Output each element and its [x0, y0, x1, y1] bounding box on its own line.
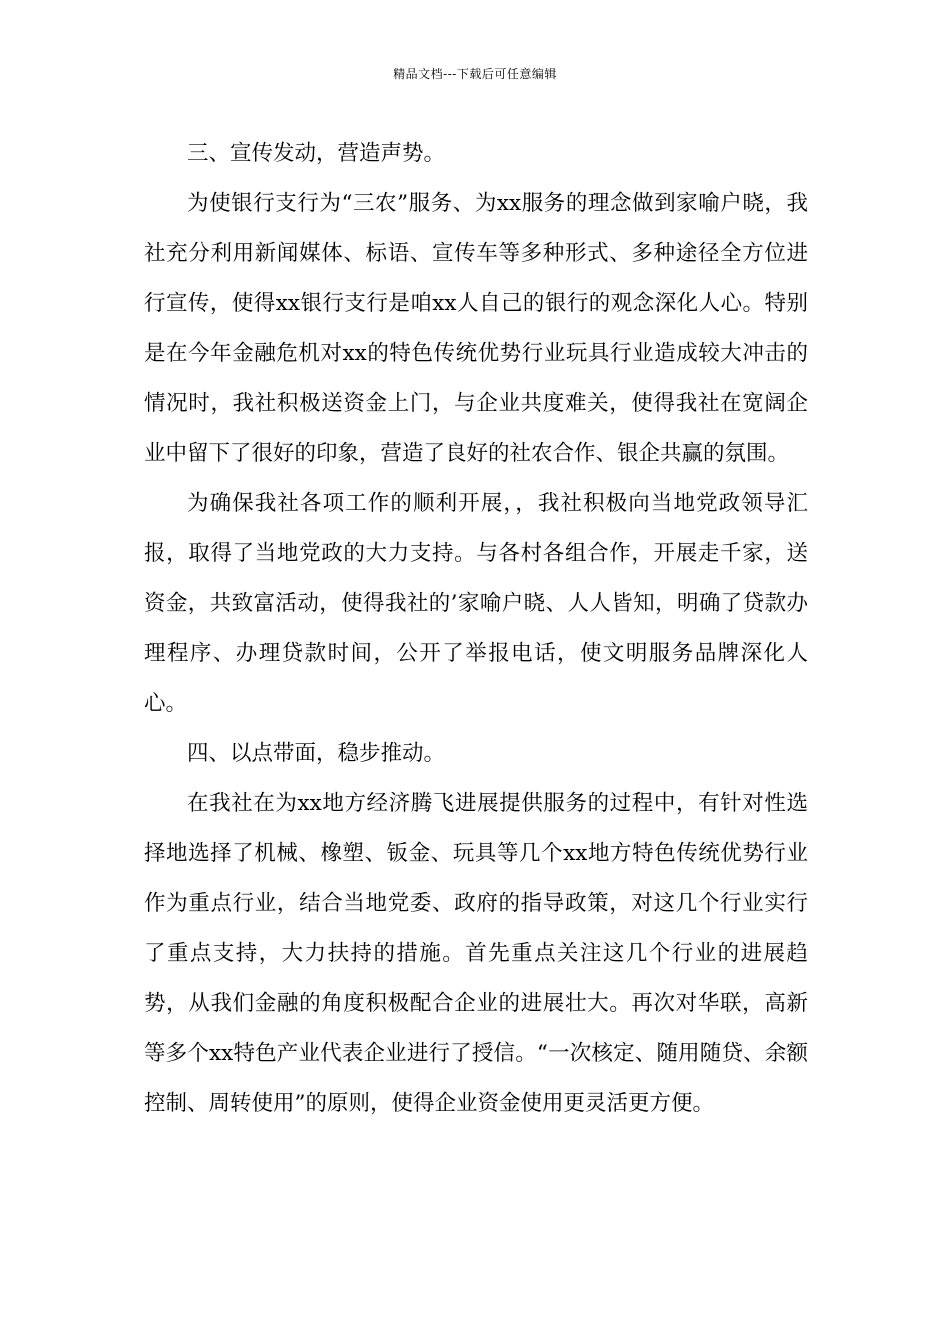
document-body	[144, 129, 808, 1129]
paragraph-publicity: 为使银行支行为“三农”服务、为xx服务的理念做到家喻户晓，我社充分利用新闻媒体、标语、宣传车等多种形式、多种途径全方位进行宣传，使得xx银行支行是咱xx人自己的银行的观念深化人心。特别是在今年金融危机对xx的特色传统优势行业玩具行业造成较大冲击的情况时，我社积极送资金上门，与企业共度难关，使得我社在宽阔企业中留下了很好的印象，营造了良好的社农合作、银企共赢的氛围。	[144, 191, 808, 466]
paragraph-key-industries: 在我社在为xx地方经济腾飞进展提供服务的过程中，有针对性选择地选择了机械、橡塑、钣金、玩具等几个xx地方特色传统优势行业作为重点行业，结合当地党委、政府的指导政策，对这几个行业实行了重点支持，大力扶持的措施。首先重点关注这几个行业的进展趋势，从我们金融的角度积极配合企业的进展壮大。再次对华联，高新等多个xx特色产业代表企业进行了授信。“一次核定、随用随贷、余额控制、周转使用”的原则，使得企业资金使用更灵活更方便。	[144, 791, 808, 1116]
section-heading-4: 四、以点带面，稳步推动。	[187, 741, 446, 766]
section-heading-3: 三、宣传发动，营造声势。	[187, 141, 446, 166]
page-header: 精品文档---下载后可任意编辑	[393, 67, 557, 81]
paragraph-party-support: 为确保我社各项工作的顺利开展，，我社积极向当地党政领导汇报，取得了当地党政的大力支持。与各村各组合作，开展走千家，送资金，共致富活动，使得我社的’家喻户晓、人人皆知，明确了贷款办理程序、办理贷款时间，公开了举报电话，使文明服务品牌深化人心。	[144, 491, 808, 716]
